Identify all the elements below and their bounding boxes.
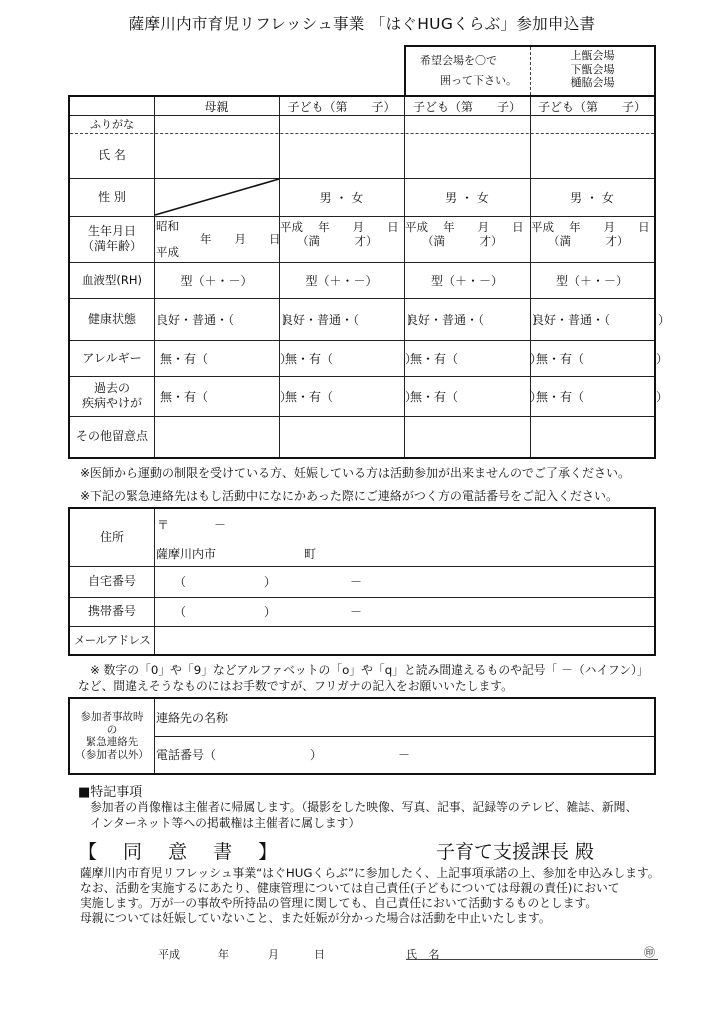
consent-line-2: なお、活動を実施するにあたり、健康管理については自己責任(子どもについては母親の責任)において xyxy=(80,881,620,895)
blood-child-1[interactable]: 型（＋・－） xyxy=(305,273,378,288)
consent-line-3: 実施します。万が一の事故や所持品の管理に関しても、自己責任において活動するものとします。 xyxy=(80,896,598,910)
emergency-phone-label: 電話番号（ xyxy=(156,748,217,762)
health-child-1[interactable]: 良好・普通・（ ） xyxy=(281,312,420,327)
child-2-age: （満 才） xyxy=(422,234,503,248)
allergy-child-3[interactable]: 無・有（ ） xyxy=(536,351,669,366)
emergency-label-line3: 緊急連絡先 xyxy=(85,736,139,748)
special-notes-line2: インターネット等への掲載権は主催者に属します） xyxy=(90,816,361,830)
note-medical-restriction: ※医師から運動の制限を受けている方、妊娠している方は活動参加が出来ませんのでご了承ください。 xyxy=(80,466,631,480)
furigana-input-child-2[interactable] xyxy=(404,115,530,133)
past-illness-child-1[interactable]: 無・有（ ） xyxy=(285,389,418,404)
furigana-input-child-3[interactable] xyxy=(530,115,654,133)
home-phone-input[interactable] xyxy=(154,566,654,597)
venue-options xyxy=(531,47,654,95)
consent-line-1: 薩摩川内市育児リフレッシュ事業“はぐHUGくらぶ”に参加したく、上記事項承諾の上、参加を申込みします。 xyxy=(80,866,660,880)
birth-label-line2: （満年齢） xyxy=(81,239,142,253)
mother-date: 年 月 日 xyxy=(200,232,281,246)
special-notes-heading: ■特記事項 xyxy=(78,785,143,800)
signature-year[interactable]: 年 xyxy=(218,948,229,961)
other-notes-label: その他留意点 xyxy=(75,429,148,443)
signature-month[interactable]: 月 xyxy=(268,948,279,961)
mother-era-heisei[interactable]: 平成 xyxy=(156,245,179,259)
other-notes-child-2[interactable] xyxy=(404,416,530,457)
emergency-phone-dash: － xyxy=(398,748,411,762)
birth-mother[interactable] xyxy=(154,216,279,262)
health-label: 健康状態 xyxy=(87,311,136,326)
blood-mother[interactable]: 型（＋・－） xyxy=(180,273,253,288)
past-illness-child-2[interactable]: 無・有（ ） xyxy=(410,389,543,404)
name-input-child-2[interactable] xyxy=(404,133,530,178)
address-label: 住所 xyxy=(99,530,124,544)
birth-child-1[interactable] xyxy=(279,216,404,262)
sex-options-child-3[interactable]: 男 ・ 女 xyxy=(570,190,614,205)
postal-mark: 〒 xyxy=(157,518,170,532)
child-3-age: （満 才） xyxy=(548,234,629,248)
past-illness-label-line2: 疾病やけが xyxy=(81,396,142,410)
signature-day[interactable]: 日 xyxy=(314,948,325,961)
emergency-contact-name[interactable] xyxy=(154,699,654,736)
child-2-date: 平成 年 月 日 xyxy=(405,220,524,234)
name-input-child-1[interactable] xyxy=(279,133,404,178)
allergy-label: アレルギー xyxy=(82,350,142,365)
other-notes-mother[interactable] xyxy=(154,416,279,457)
mobile-phone-open: （ xyxy=(174,605,187,619)
blood-child-2[interactable]: 型（＋・－） xyxy=(430,273,503,288)
header-child-2: 子ども（第 子） xyxy=(412,99,521,114)
venue-instruction-line2: 囲って下さい。 xyxy=(440,74,517,87)
mother-era-showa[interactable]: 昭和 xyxy=(156,219,179,233)
venue-option-hiwaki[interactable]: 樋脇会場 xyxy=(570,76,615,89)
emergency-phone[interactable] xyxy=(154,736,654,773)
consent-addressee: 子育て支援課長 殿 xyxy=(436,841,595,863)
signature-era: 平成 xyxy=(158,948,180,961)
postal-dash: － xyxy=(214,518,227,532)
header-child-3: 子ども（第 子） xyxy=(537,99,646,114)
health-mother[interactable]: 良好・普通・（ ） xyxy=(156,312,295,327)
form-title: 薩摩川内市育児リフレッシュ事業 「はぐHUGくらぶ」参加申込書 xyxy=(128,15,596,33)
emergency-label xyxy=(70,699,154,773)
seal-icon: ㊞ xyxy=(644,946,655,959)
furigana-note-line2: など、間違えそうなものにはお手数ですが、フリガナの記入をお願いいたします。 xyxy=(78,679,513,693)
mother-sex-diagonal xyxy=(154,178,280,216)
emergency-contact-table xyxy=(68,697,656,775)
emergency-label-line4: （参加者以外） xyxy=(75,748,149,761)
allergy-child-2[interactable]: 無・有（ ） xyxy=(410,351,543,366)
venue-option-kamikoshiki[interactable]: 上甑会場 xyxy=(570,49,615,62)
address-city: 薩摩川内市 xyxy=(156,547,217,561)
address-town: 町 xyxy=(304,547,317,561)
home-phone-label: 自宅番号 xyxy=(87,574,136,588)
note-emergency-contact: ※下記の緊急連絡先はもし活動中になにかあった際にご連絡がつく方の電話番号をご記入ください。 xyxy=(80,489,618,503)
furigana-input-mother[interactable] xyxy=(154,115,279,133)
past-illness-label xyxy=(70,376,154,416)
health-child-2[interactable]: 良好・普通・（ ） xyxy=(406,312,545,327)
name-label: 氏 名 xyxy=(98,148,126,162)
blood-label: 血液型(RH) xyxy=(81,272,143,287)
emergency-contact-name-label: 連絡先の名称 xyxy=(156,711,229,725)
address-input[interactable] xyxy=(154,509,654,566)
past-illness-child-3[interactable]: 無・有（ ） xyxy=(536,389,669,404)
emergency-phone-close: ） xyxy=(310,748,323,762)
sex-options-child-2[interactable]: 男 ・ 女 xyxy=(445,190,489,205)
contact-table xyxy=(68,507,656,656)
name-input-child-3[interactable] xyxy=(530,133,654,178)
mobile-phone-label: 携帯番号 xyxy=(87,604,136,618)
child-1-date: 平成 年 月 日 xyxy=(280,220,399,234)
home-phone-open: （ xyxy=(174,575,187,589)
name-input-mother[interactable] xyxy=(154,133,279,178)
venue-instruction-line1: 希望会場を〇で xyxy=(420,54,497,67)
participant-table xyxy=(68,95,671,459)
signature-name-label: 氏 名 xyxy=(406,948,444,961)
special-notes-line1: 参加者の肖像権は主催者に帰属します。（撮影をした映像、写真、記事、記録等のテレビ、雑誌、新聞、 xyxy=(90,800,638,814)
blood-child-3[interactable]: 型（＋・－） xyxy=(555,273,628,288)
emergency-label-line2: の xyxy=(106,723,118,736)
birth-child-2[interactable] xyxy=(404,216,530,262)
header-child-1: 子ども（第 子） xyxy=(287,99,396,114)
past-illness-label-line1: 過去の xyxy=(93,381,130,395)
past-illness-mother[interactable]: 無・有（ ） xyxy=(160,389,293,404)
home-phone-close: ） xyxy=(264,575,277,589)
birth-child-3[interactable] xyxy=(530,216,654,262)
health-child-3[interactable]: 良好・普通・（ ） xyxy=(532,312,671,327)
birth-label xyxy=(70,216,154,262)
venue-option-shimokoshiki[interactable]: 下甑会場 xyxy=(570,62,615,76)
sex-options-child-1[interactable]: 男 ・ 女 xyxy=(319,190,364,205)
child-3-date: 平成 年 月 日 xyxy=(531,220,650,234)
furigana-label: ふりがな xyxy=(90,118,134,131)
email-input[interactable] xyxy=(154,626,654,654)
mobile-phone-dash: － xyxy=(350,605,363,619)
furigana-note-line1: ※ 数字の「0」や「9」などアルファベットの「o」や「q」と読み間違えるものや記号「 －（ハイフン）」 xyxy=(90,663,649,677)
signature-name-line[interactable] xyxy=(406,959,658,960)
home-phone-dash: － xyxy=(350,575,363,589)
emergency-label-line1: 参加者事故時 xyxy=(80,711,144,723)
other-notes-child-3[interactable] xyxy=(530,416,654,457)
other-notes-child-1[interactable] xyxy=(279,416,404,457)
header-mother: 母親 xyxy=(204,99,229,114)
allergy-child-1[interactable]: 無・有（ ） xyxy=(285,351,418,366)
venue-instruction xyxy=(406,47,531,95)
allergy-mother[interactable]: 無・有（ ） xyxy=(160,351,293,366)
consent-title: 【 同 意 書 】 xyxy=(78,841,288,863)
mobile-phone-input[interactable] xyxy=(154,597,654,626)
mobile-phone-close: ） xyxy=(264,605,277,619)
child-1-age: （満 才） xyxy=(297,234,378,248)
consent-line-4: 母親については妊娠していないこと、また妊娠が分かった場合は活動を中止いたします。 xyxy=(80,911,551,925)
venue-selection-box xyxy=(404,45,656,95)
furigana-input-child-1[interactable] xyxy=(279,115,404,133)
sex-label: 性 別 xyxy=(98,189,126,204)
email-label: メールアドレス xyxy=(73,632,151,647)
birth-label-line1: 生年月日 xyxy=(87,224,136,238)
